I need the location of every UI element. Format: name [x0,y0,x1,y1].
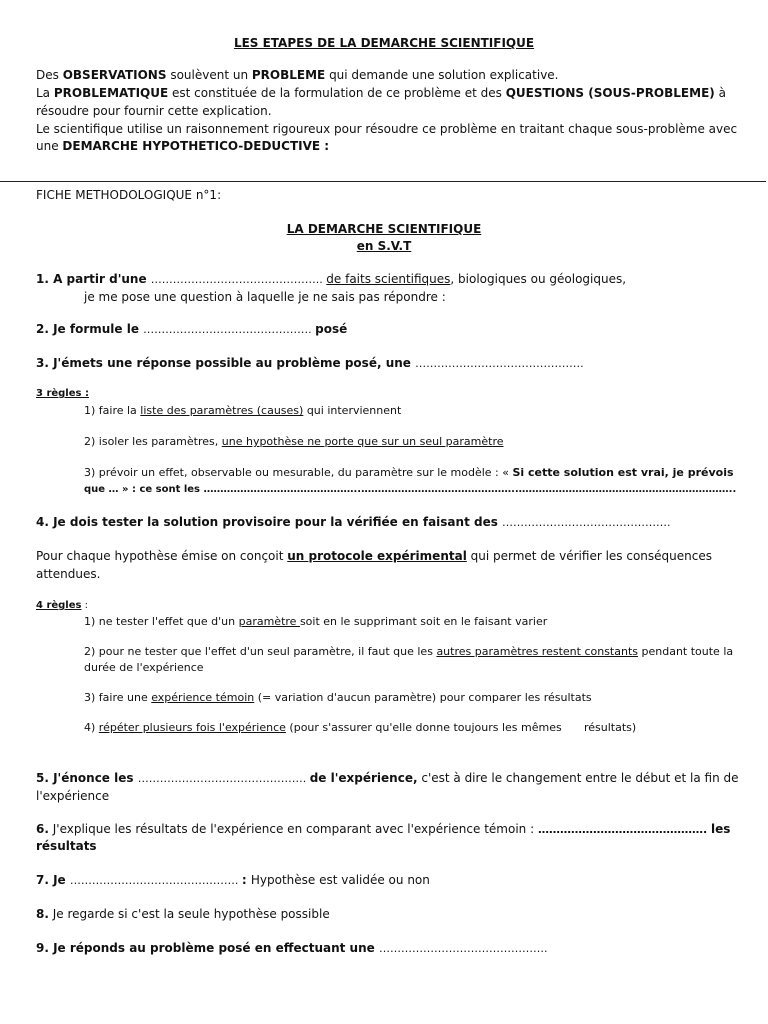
rule-3-3: 3) prévoir un effet, observable ou mesurable, du paramètre sur le modèle : « Si cette solution est vrai, je prévois [84,466,734,479]
step-1: 1. A partir d'une ……………………………………….. de faits scientifiques, biologiques ou géologiques, [36,272,627,286]
rules-4-heading: 4 règles : [36,600,89,611]
rule-4-2: 2) pour ne tester que l'effet d'un seul paramètre, il faut que les autres paramètres restent constants pendant toute la [84,645,734,658]
rule-4-2-line-2: durée de l'expérience [84,661,204,674]
step-1-line-2: je me pose une question à laquelle je ne sais pas répondre : [84,290,446,304]
rule-4-4: 4) répéter plusieurs fois l'expérience (pour s'assurer qu'elle donne toujours les mêmes [84,721,562,734]
step-6: 6. J'explique les résultats de l'expérience en comparant avec l'expérience témoin : ………………………………………. les [36,822,731,836]
rule-3-2: 2) isoler les paramètres, une hypothèse ne porte que sur un seul paramètre [84,435,504,448]
rule-3-3-line-2: que … » : ce sont les ………………………………………..………………………………………..……………………………………………………….. [84,484,737,495]
step-7: 7. Je ………………………………………. : Hypothèse est validée ou non [36,873,430,887]
step-2: 2. Je formule le ………………………………………. posé [36,322,348,336]
section-divider [0,181,766,182]
intro-line-4: Le scientifique utilise un raisonnement rigoureux pour résoudre ce problème en traitant chaque sous-problème avec [36,122,738,136]
intro-line-3: résoudre pour fournir cette explication. [36,104,272,118]
rules-3-heading: 3 règles : [36,388,89,399]
page-title: LES ETAPES DE LA DEMARCHE SCIENTIFIQUE [233,36,535,50]
fiche-subtitle: en S.V.T [356,239,412,253]
protocol-line-1: Pour chaque hypothèse émise on conçoit un protocole expérimental qui permet de vérifier les conséquences [36,549,712,563]
step-6-line-2: résultats [36,839,97,853]
rule-4-4-end: résultats) [584,721,637,734]
fiche-label: FICHE METHODOLOGIQUE n°1: [36,188,222,202]
step-3: 3. J'émets une réponse possible au problème posé, une ………………………………………. [36,356,584,370]
intro-line-5: une DEMARCHE HYPOTHETICO-DEDUCTIVE : [36,139,330,153]
fiche-title: LA DEMARCHE SCIENTIFIQUE [286,222,482,236]
protocol-line-2: attendues. [36,567,101,581]
step-8: 8. Je regarde si c'est la seule hypothèse possible [36,907,330,921]
rule-4-1: 1) ne tester l'effet que d'un paramètre soit en le supprimant soit en le faisant varier [84,615,548,628]
step-9: 9. Je réponds au problème posé en effectuant une ………………………………………. [36,941,548,955]
rule-4-3: 3) faire une expérience témoin (= variation d'aucun paramètre) pour comparer les résultats [84,691,592,704]
step-5: 5. J'énonce les ………………………………………. de l'expérience, c'est à dire le changement entre le début et la fin de [36,771,739,785]
intro-line-1: Des OBSERVATIONS soulèvent un PROBLEME qui demande une solution explicative. [36,68,559,82]
step-5-line-2: l'expérience [36,789,110,803]
rule-3-1: 1) faire la liste des paramètres (causes) qui interviennent [84,404,402,417]
intro-line-2: La PROBLEMATIQUE est constituée de la formulation de ce problème et des QUESTIONS (SOUS-PROBLEME) à [36,86,726,100]
step-4: 4. Je dois tester la solution provisoire pour la vérifiée en faisant des ………………………………………. [36,515,671,529]
